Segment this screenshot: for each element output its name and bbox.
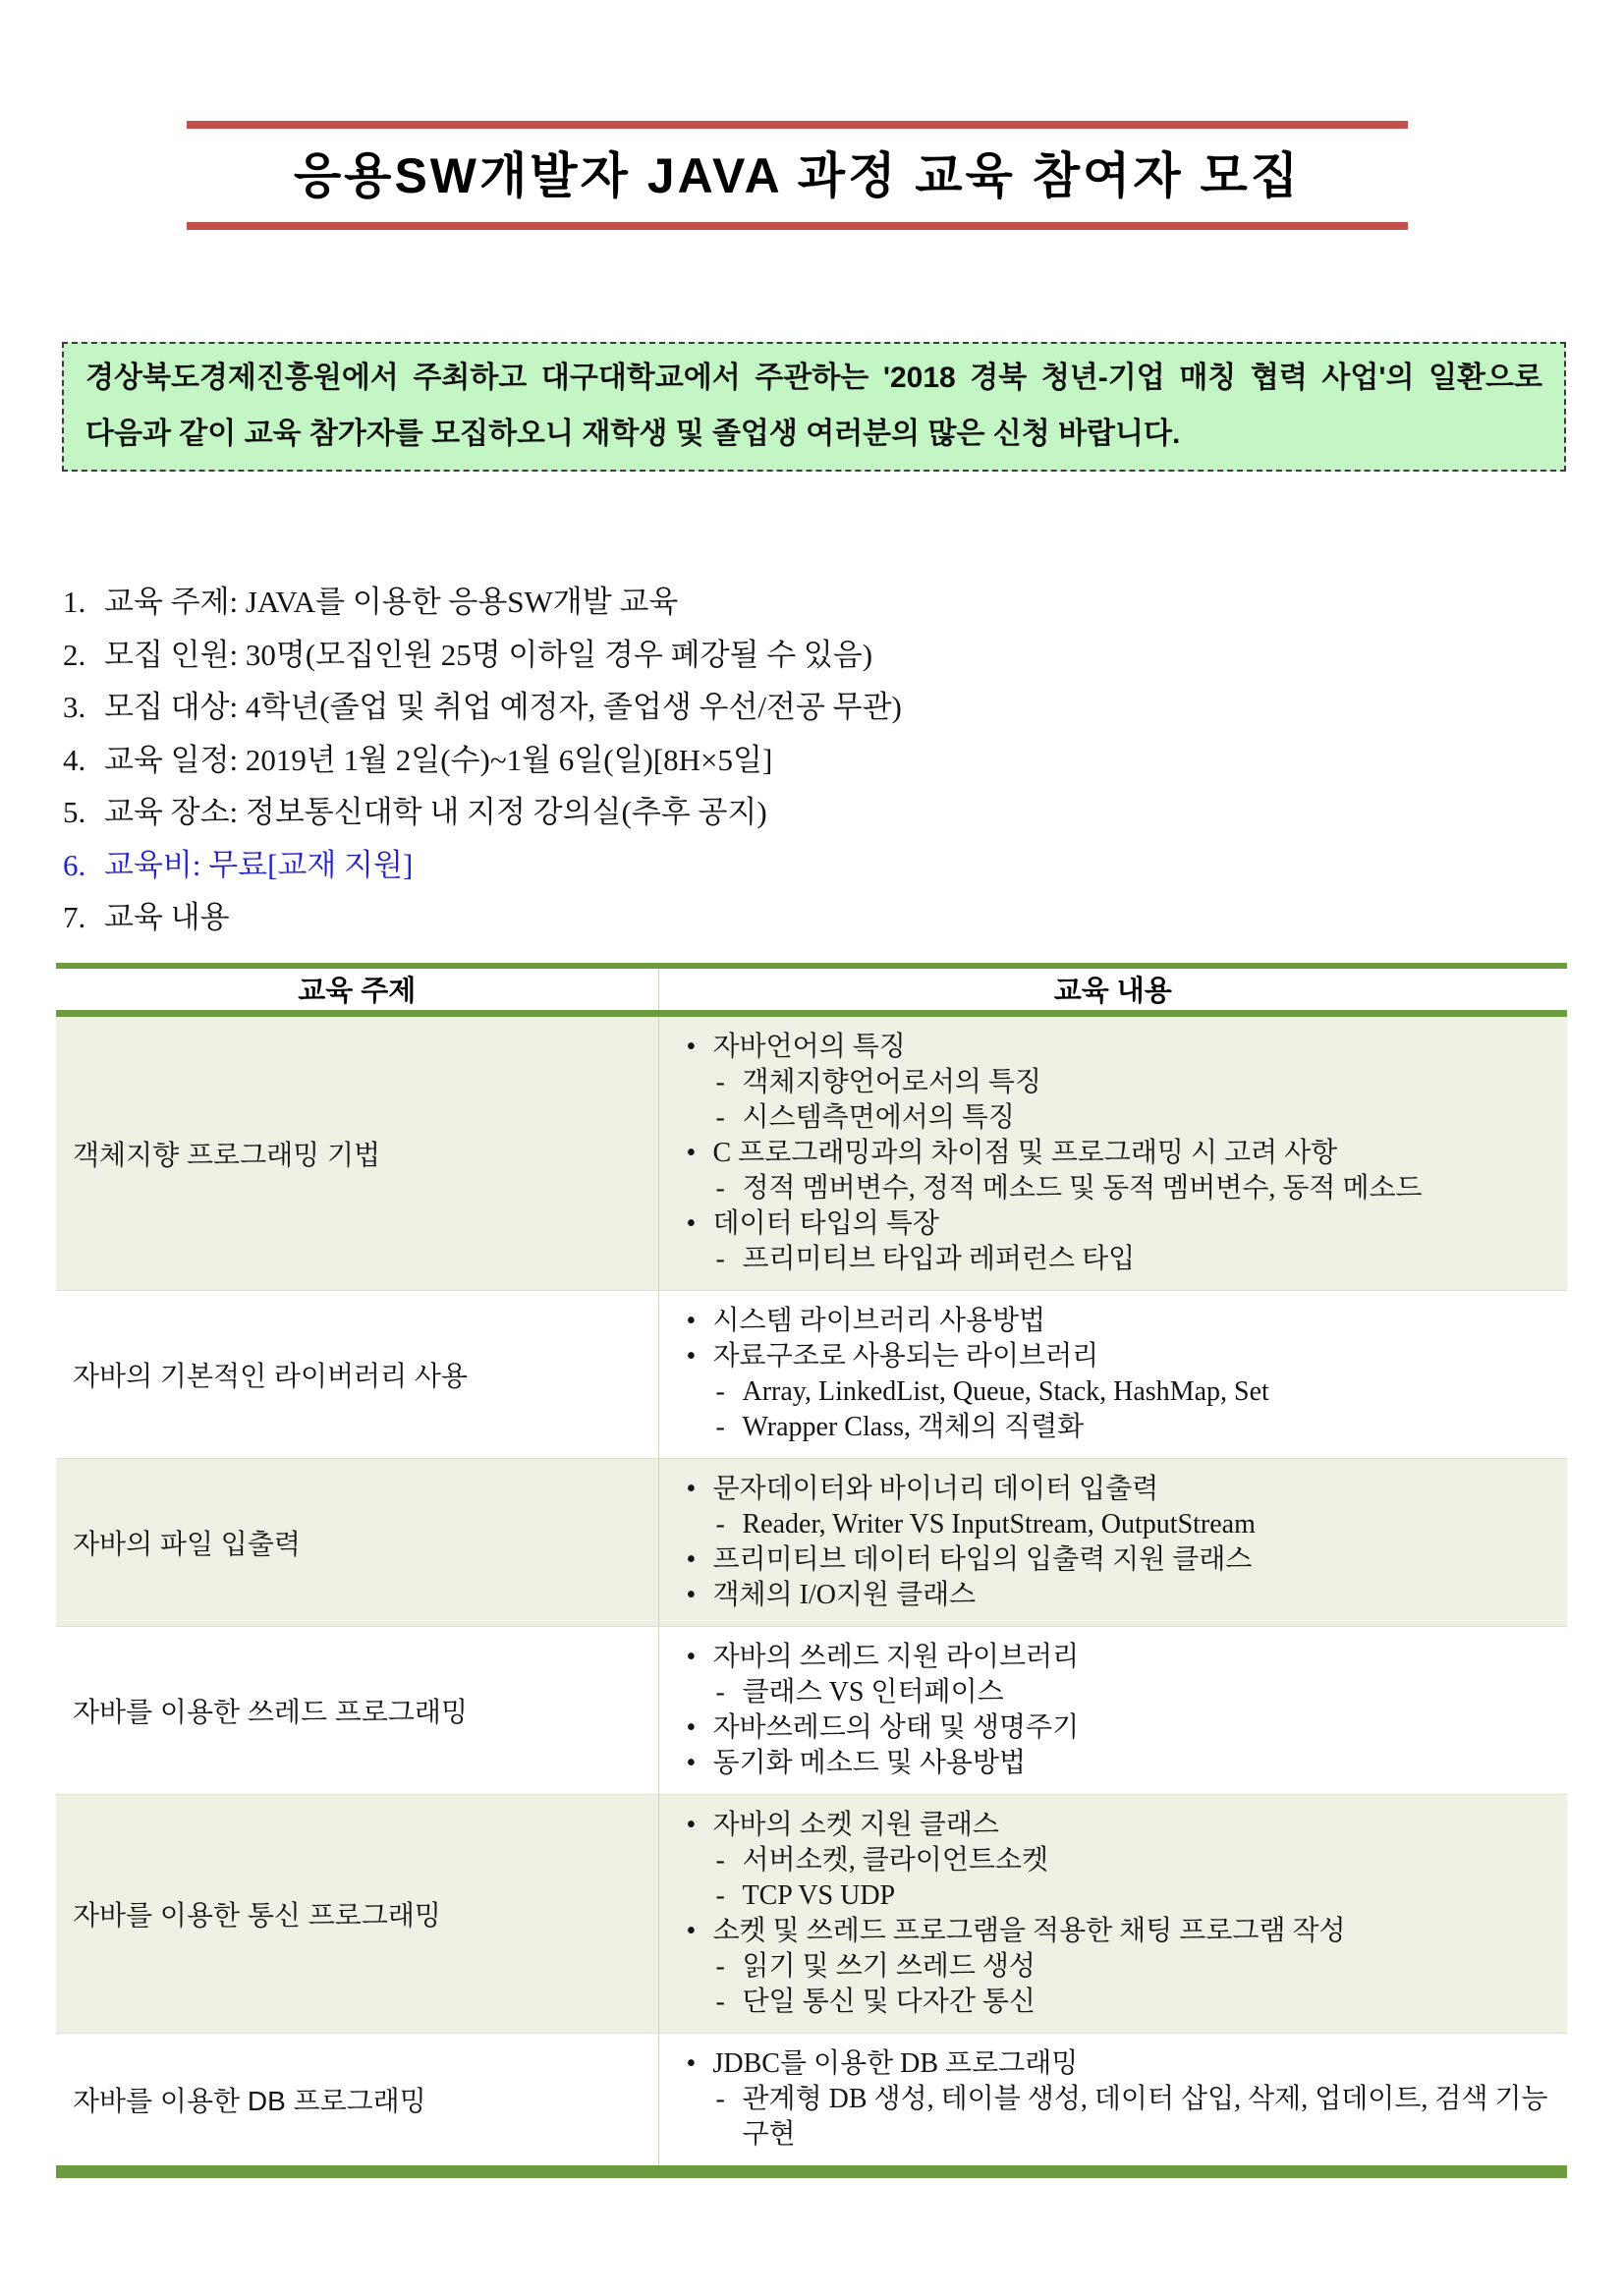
info-list-item xyxy=(63,786,1576,839)
dash-marker: - xyxy=(715,1986,725,2017)
title-rule-bottom xyxy=(187,222,1408,230)
info-item-number: 2. xyxy=(63,637,86,672)
info-item-text: 교육 일정: 2019년 1월 2일(수)~1월 6일(일)[8H×5일] xyxy=(104,742,773,777)
content-bullet-item xyxy=(687,1640,1556,1675)
dash-marker: - xyxy=(715,1508,725,1540)
item-text: Array, LinkedList, Queue, Stack, HashMap, Set xyxy=(742,1375,1269,1407)
content-items xyxy=(687,1808,1556,2020)
item-text: C 프로그래밍과의 차이점 및 프로그래밍 시 고려 사항 xyxy=(712,1137,1338,1168)
content-bullet-item xyxy=(687,1914,1556,1949)
table-header-topic: 교육 주제 xyxy=(56,966,658,1013)
dash-marker: - xyxy=(715,2083,725,2114)
topic-cell-text: 자바를 이용한 DB 프로그래밍 xyxy=(73,2085,426,2116)
info-list-item xyxy=(63,681,1576,734)
topic-cell-text: 자바의 기본적인 라이버러리 사용 xyxy=(73,1360,469,1391)
content-bullet-item xyxy=(687,1710,1556,1746)
table-header-row xyxy=(56,966,1567,1013)
content-items xyxy=(687,1030,1556,1277)
table-row xyxy=(56,1626,1567,1794)
content-bullet-item xyxy=(687,1030,1556,1065)
table-row xyxy=(56,1013,1567,1290)
info-list-item xyxy=(63,734,1576,787)
item-text: 객체지향언어로서의 특징 xyxy=(742,1066,1042,1097)
education-table xyxy=(56,963,1567,2178)
info-item-number: 6. xyxy=(63,847,86,882)
info-item-text: 교육 주제: JAVA를 이용한 응용SW개발 교육 xyxy=(104,585,679,619)
table-header-content: 교육 내용 xyxy=(658,966,1567,1013)
item-text: 문자데이터와 바이너리 데이터 입출력 xyxy=(712,1473,1159,1504)
bullet-marker: • xyxy=(686,1915,697,1946)
bullet-marker: • xyxy=(686,1809,697,1840)
item-text: 자바쓰레드의 상태 및 생명주기 xyxy=(712,1711,1080,1743)
topic-cell-text: 자바를 이용한 통신 프로그래밍 xyxy=(73,1899,441,1931)
item-text: 자바언어의 특징 xyxy=(712,1031,906,1062)
table-body xyxy=(56,1013,1567,2171)
content-dash-item xyxy=(716,1242,1556,1277)
item-text: 데이터 타입의 특장 xyxy=(712,1207,939,1239)
item-text: Wrapper Class, 객체의 직렬화 xyxy=(742,1411,1085,1442)
table-row xyxy=(56,1794,1567,2033)
item-text: 정적 멤버변수, 정적 메소드 및 동적 멤버변수, 동적 메소드 xyxy=(742,1172,1423,1204)
content-bullet-item xyxy=(687,1304,1556,1339)
info-item-text: 모집 대상: 4학년(졸업 및 취업 예정자, 졸업생 우선/전공 무관) xyxy=(104,690,902,724)
content-dash-item xyxy=(716,2082,1556,2153)
bullet-marker: • xyxy=(686,1641,697,1672)
dash-marker: - xyxy=(715,1172,725,1204)
content-bullet-item xyxy=(687,1136,1556,1171)
intro-text: 경상북도경제진흥원에서 주최하고 대구대학교에서 주관하는 '2018 경북 청년-기업 매칭 협력 사업'의 일환으로 다음과 같이 교육 참가자를 모집하오니 재학생 및 졸업생 여러분의 많은 신청 바랍니다. xyxy=(85,362,1542,450)
content-items xyxy=(687,1640,1556,1781)
item-text: 동기화 메소드 및 사용방법 xyxy=(712,1747,1027,1778)
topic-cell xyxy=(56,1626,658,1794)
item-text: 읽기 및 쓰기 쓰레드 생성 xyxy=(742,1950,1036,1982)
info-list-item xyxy=(63,891,1576,944)
content-bullet-item xyxy=(687,1472,1556,1507)
info-item-text: 모집 인원: 30명(모집인원 25명 이하일 경우 폐강될 수 있음) xyxy=(104,637,873,672)
content-bullet-item xyxy=(687,1746,1556,1781)
content-items xyxy=(687,1472,1556,1613)
content-cell xyxy=(658,1290,1567,1458)
topic-cell-text: 자바의 파일 입출력 xyxy=(73,1528,301,1559)
topic-cell xyxy=(56,1794,658,2033)
content-bullet-item xyxy=(687,1339,1556,1374)
content-dash-item xyxy=(716,1985,1556,2020)
table-row xyxy=(56,1290,1567,1458)
content-cell xyxy=(658,2033,1567,2171)
info-item-text: 교육비: 무료[교재 지원] xyxy=(104,847,414,882)
item-text: 시스템 라이브러리 사용방법 xyxy=(712,1305,1046,1336)
page-title: 응용SW개발자 JAVA 과정 교육 참여자 모집 xyxy=(293,148,1302,203)
bullet-marker: • xyxy=(686,1543,697,1575)
bullet-marker: • xyxy=(686,1137,697,1168)
content-dash-item xyxy=(716,1949,1556,1985)
dash-marker: - xyxy=(715,1101,725,1133)
content-bullet-item xyxy=(687,2046,1556,2082)
content-dash-item xyxy=(716,1843,1556,1878)
bullet-marker: • xyxy=(686,2047,697,2079)
item-text: 서버소켓, 클라이언트소켓 xyxy=(742,1844,1049,1876)
bullet-marker: • xyxy=(686,1579,697,1610)
content-cell xyxy=(658,1013,1567,1290)
content-dash-item xyxy=(716,1065,1556,1100)
item-text: 클래스 VS 인터페이스 xyxy=(742,1676,1004,1708)
bullet-marker: • xyxy=(686,1031,697,1062)
dash-marker: - xyxy=(715,1066,725,1097)
item-text: 자료구조로 사용되는 라이브러리 xyxy=(712,1340,1099,1372)
table-row xyxy=(56,1458,1567,1626)
info-list-item xyxy=(63,629,1576,682)
info-list-item xyxy=(63,839,1576,892)
info-item-number: 3. xyxy=(63,690,86,724)
topic-cell xyxy=(56,1458,658,1626)
item-text: 프리미티브 타입과 레퍼런스 타입 xyxy=(742,1243,1136,1274)
content-dash-item xyxy=(716,1507,1556,1542)
content-bullet-item xyxy=(687,1206,1556,1242)
content-dash-item xyxy=(716,1410,1556,1445)
info-item-number: 1. xyxy=(63,585,86,619)
info-list-item xyxy=(63,576,1576,629)
title-rule-top xyxy=(187,121,1408,129)
table-row xyxy=(56,2033,1567,2171)
item-text: 자바의 소켓 지원 클래스 xyxy=(712,1809,999,1840)
dash-marker: - xyxy=(715,1879,725,1911)
dash-marker: - xyxy=(715,1676,725,1708)
content-dash-item xyxy=(716,1100,1556,1136)
topic-cell xyxy=(56,2033,658,2171)
item-text: 시스템측면에서의 특징 xyxy=(742,1101,1015,1133)
bullet-marker: • xyxy=(686,1747,697,1778)
topic-cell-text: 객체지향 프로그래밍 기법 xyxy=(73,1139,381,1170)
item-text: 프리미티브 데이터 타입의 입출력 지원 클래스 xyxy=(712,1543,1253,1575)
item-text: 단일 통신 및 다자간 통신 xyxy=(742,1986,1036,2017)
topic-cell-text: 자바를 이용한 쓰레드 프로그래밍 xyxy=(73,1696,469,1727)
content-bullet-item xyxy=(687,1578,1556,1613)
dash-marker: - xyxy=(715,1375,725,1407)
item-text: JDBC를 이용한 DB 프로그래밍 xyxy=(712,2047,1079,2079)
info-item-text: 교육 장소: 정보통신대학 내 지정 강의실(추후 공지) xyxy=(104,795,767,829)
topic-cell xyxy=(56,1013,658,1290)
bullet-marker: • xyxy=(686,1305,697,1336)
content-dash-item xyxy=(716,1374,1556,1410)
topic-cell xyxy=(56,1290,658,1458)
item-text: 소켓 및 쓰레드 프로그램을 적용한 채팅 프로그램 작성 xyxy=(712,1915,1346,1946)
dash-marker: - xyxy=(715,1411,725,1442)
dash-marker: - xyxy=(715,1844,725,1876)
bullet-marker: • xyxy=(686,1340,697,1372)
content-cell xyxy=(658,1626,1567,1794)
content-dash-item xyxy=(716,1675,1556,1710)
info-item-number: 7. xyxy=(63,900,86,934)
dash-marker: - xyxy=(715,1950,725,1982)
content-dash-item xyxy=(716,1878,1556,1914)
bullet-marker: • xyxy=(686,1473,697,1504)
content-dash-item xyxy=(716,1171,1556,1206)
info-item-number: 4. xyxy=(63,742,86,777)
content-bullet-item xyxy=(687,1808,1556,1843)
content-items xyxy=(687,2046,1556,2153)
content-items xyxy=(687,1304,1556,1445)
content-bullet-item xyxy=(687,1542,1556,1578)
item-text: Reader, Writer VS InputStream, OutputStream xyxy=(742,1508,1256,1540)
item-text: TCP VS UDP xyxy=(742,1879,896,1911)
bullet-marker: • xyxy=(686,1207,697,1239)
item-text: 관계형 DB 생성, 테이블 생성, 데이터 삽입, 삭제, 업데이트, 검색 기능 구현 xyxy=(742,2083,1548,2150)
content-cell xyxy=(658,1794,1567,2033)
info-list xyxy=(63,576,1576,944)
intro-box xyxy=(62,342,1566,472)
dash-marker: - xyxy=(715,1243,725,1274)
info-item-number: 5. xyxy=(63,795,86,829)
content-cell xyxy=(658,1458,1567,1626)
bullet-marker: • xyxy=(686,1711,697,1743)
item-text: 자바의 쓰레드 지원 라이브러리 xyxy=(712,1641,1080,1672)
title-block xyxy=(187,121,1408,230)
info-item-text: 교육 내용 xyxy=(104,900,230,934)
item-text: 객체의 I/O지원 클래스 xyxy=(712,1579,977,1610)
